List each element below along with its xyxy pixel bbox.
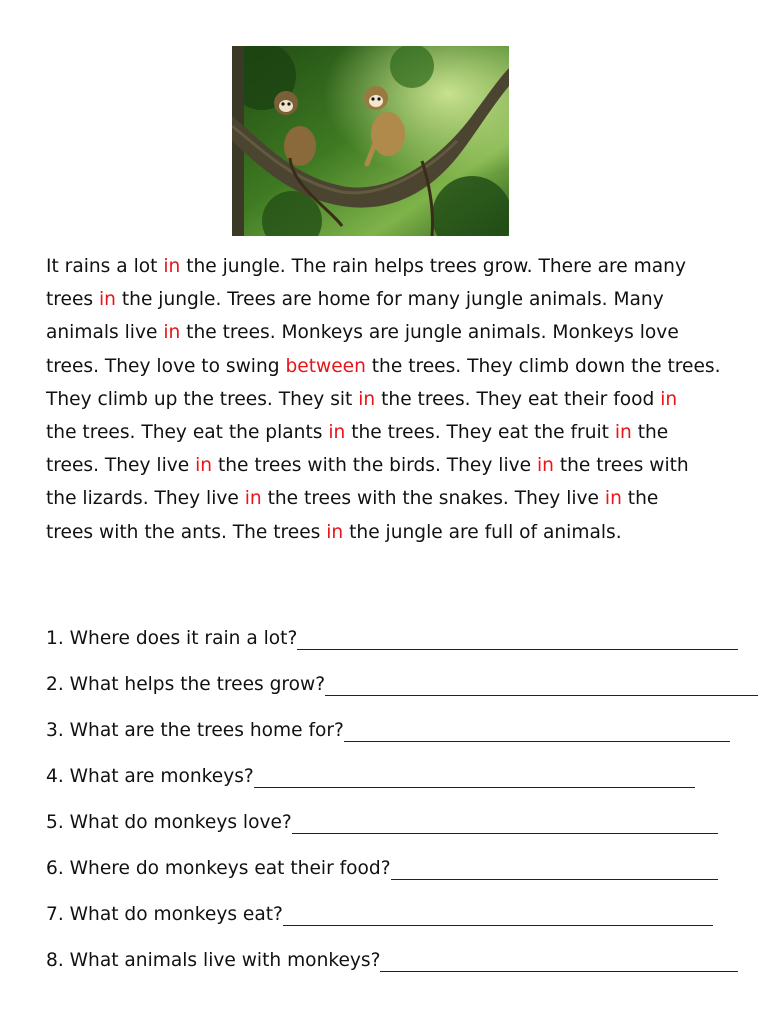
question-text: 1. Where does it rain a lot? [46,628,298,649]
highlighted-word: in [614,421,632,443]
question-item [46,700,758,746]
passage-text: the trees. They climb down the trees. [365,355,721,377]
answer-line[interactable] [325,673,758,696]
passage-line [46,449,746,482]
question-text: 4. What are monkeys? [46,766,254,787]
highlighted-word: in [163,256,181,277]
monkey-photo [232,46,509,236]
passage-text: trees [46,289,100,311]
question-item [46,792,758,838]
passage-text: the trees with the snakes. They live [261,488,605,510]
highlighted-word: in [244,488,262,510]
highlighted-word: in [195,455,213,477]
passage-text: They climb up the trees. They sit [46,388,359,410]
question-item [46,746,758,792]
question-text: 2. What helps the trees grow? [46,674,326,695]
answer-line[interactable] [254,765,695,788]
highlighted-word: in [326,521,344,543]
passage-text: trees. They live [46,455,196,477]
question-item [46,884,758,930]
highlighted-word: between [285,355,366,377]
answer-line[interactable] [283,903,713,926]
passage-text: trees. They love to swing [46,355,286,377]
passage-text: the trees. Monkeys are jungle animals. Monkeys love [180,322,679,344]
question-text: 8. What animals live with monkeys? [46,950,381,971]
highlighted-word: in [536,455,554,477]
reading-passage [46,250,746,549]
highlighted-word: in [660,388,678,410]
passage-text: the jungle. The rain helps trees grow. There are many [180,256,686,277]
passage-line [46,383,746,416]
passage-line [46,516,746,549]
highlighted-word: in [604,488,622,510]
passage-text: the jungle are full of animals. [343,521,622,543]
question-list [46,608,758,976]
answer-line[interactable] [380,949,738,972]
passage-text: the lizards. They live [46,488,245,510]
highlighted-word: in [358,388,376,410]
passage-text: trees with the ants. The trees [46,521,327,543]
highlighted-word: in [163,322,181,344]
question-item [46,654,758,700]
passage-text: the trees with [553,455,689,477]
passage-text: the jungle. Trees are home for many jungle animals. Many [115,289,664,311]
passage-text: the trees with the birds. They live [212,455,537,477]
passage-line [46,250,746,283]
answer-line[interactable] [297,627,738,650]
passage-text: the trees. They eat their food [375,388,661,410]
question-text: 5. What do monkeys love? [46,812,292,833]
question-text: 7. What do monkeys eat? [46,904,283,925]
answer-line[interactable] [344,719,730,742]
passage-line [46,416,746,449]
passage-text: the trees. They eat the plants [46,421,329,443]
passage-line [46,350,746,383]
passage-line [46,316,746,349]
highlighted-word: in [99,289,116,311]
question-item [46,838,758,884]
question-text: 6. Where do monkeys eat their food? [46,858,391,879]
passage-text: the trees. They eat the fruit [345,421,615,443]
passage-text: the [621,488,659,510]
monkey-photo-illustration [232,46,509,236]
passage-text: It rains a lot [46,256,164,277]
highlighted-word: in [328,421,346,443]
question-item [46,608,758,654]
answer-line[interactable] [391,857,718,880]
question-text: 3. What are the trees home for? [46,720,344,741]
answer-line[interactable] [292,811,718,834]
passage-text: the [631,421,669,443]
question-item [46,930,758,976]
passage-text: animals live [46,322,164,344]
passage-line [46,283,746,316]
passage-line [46,482,746,515]
